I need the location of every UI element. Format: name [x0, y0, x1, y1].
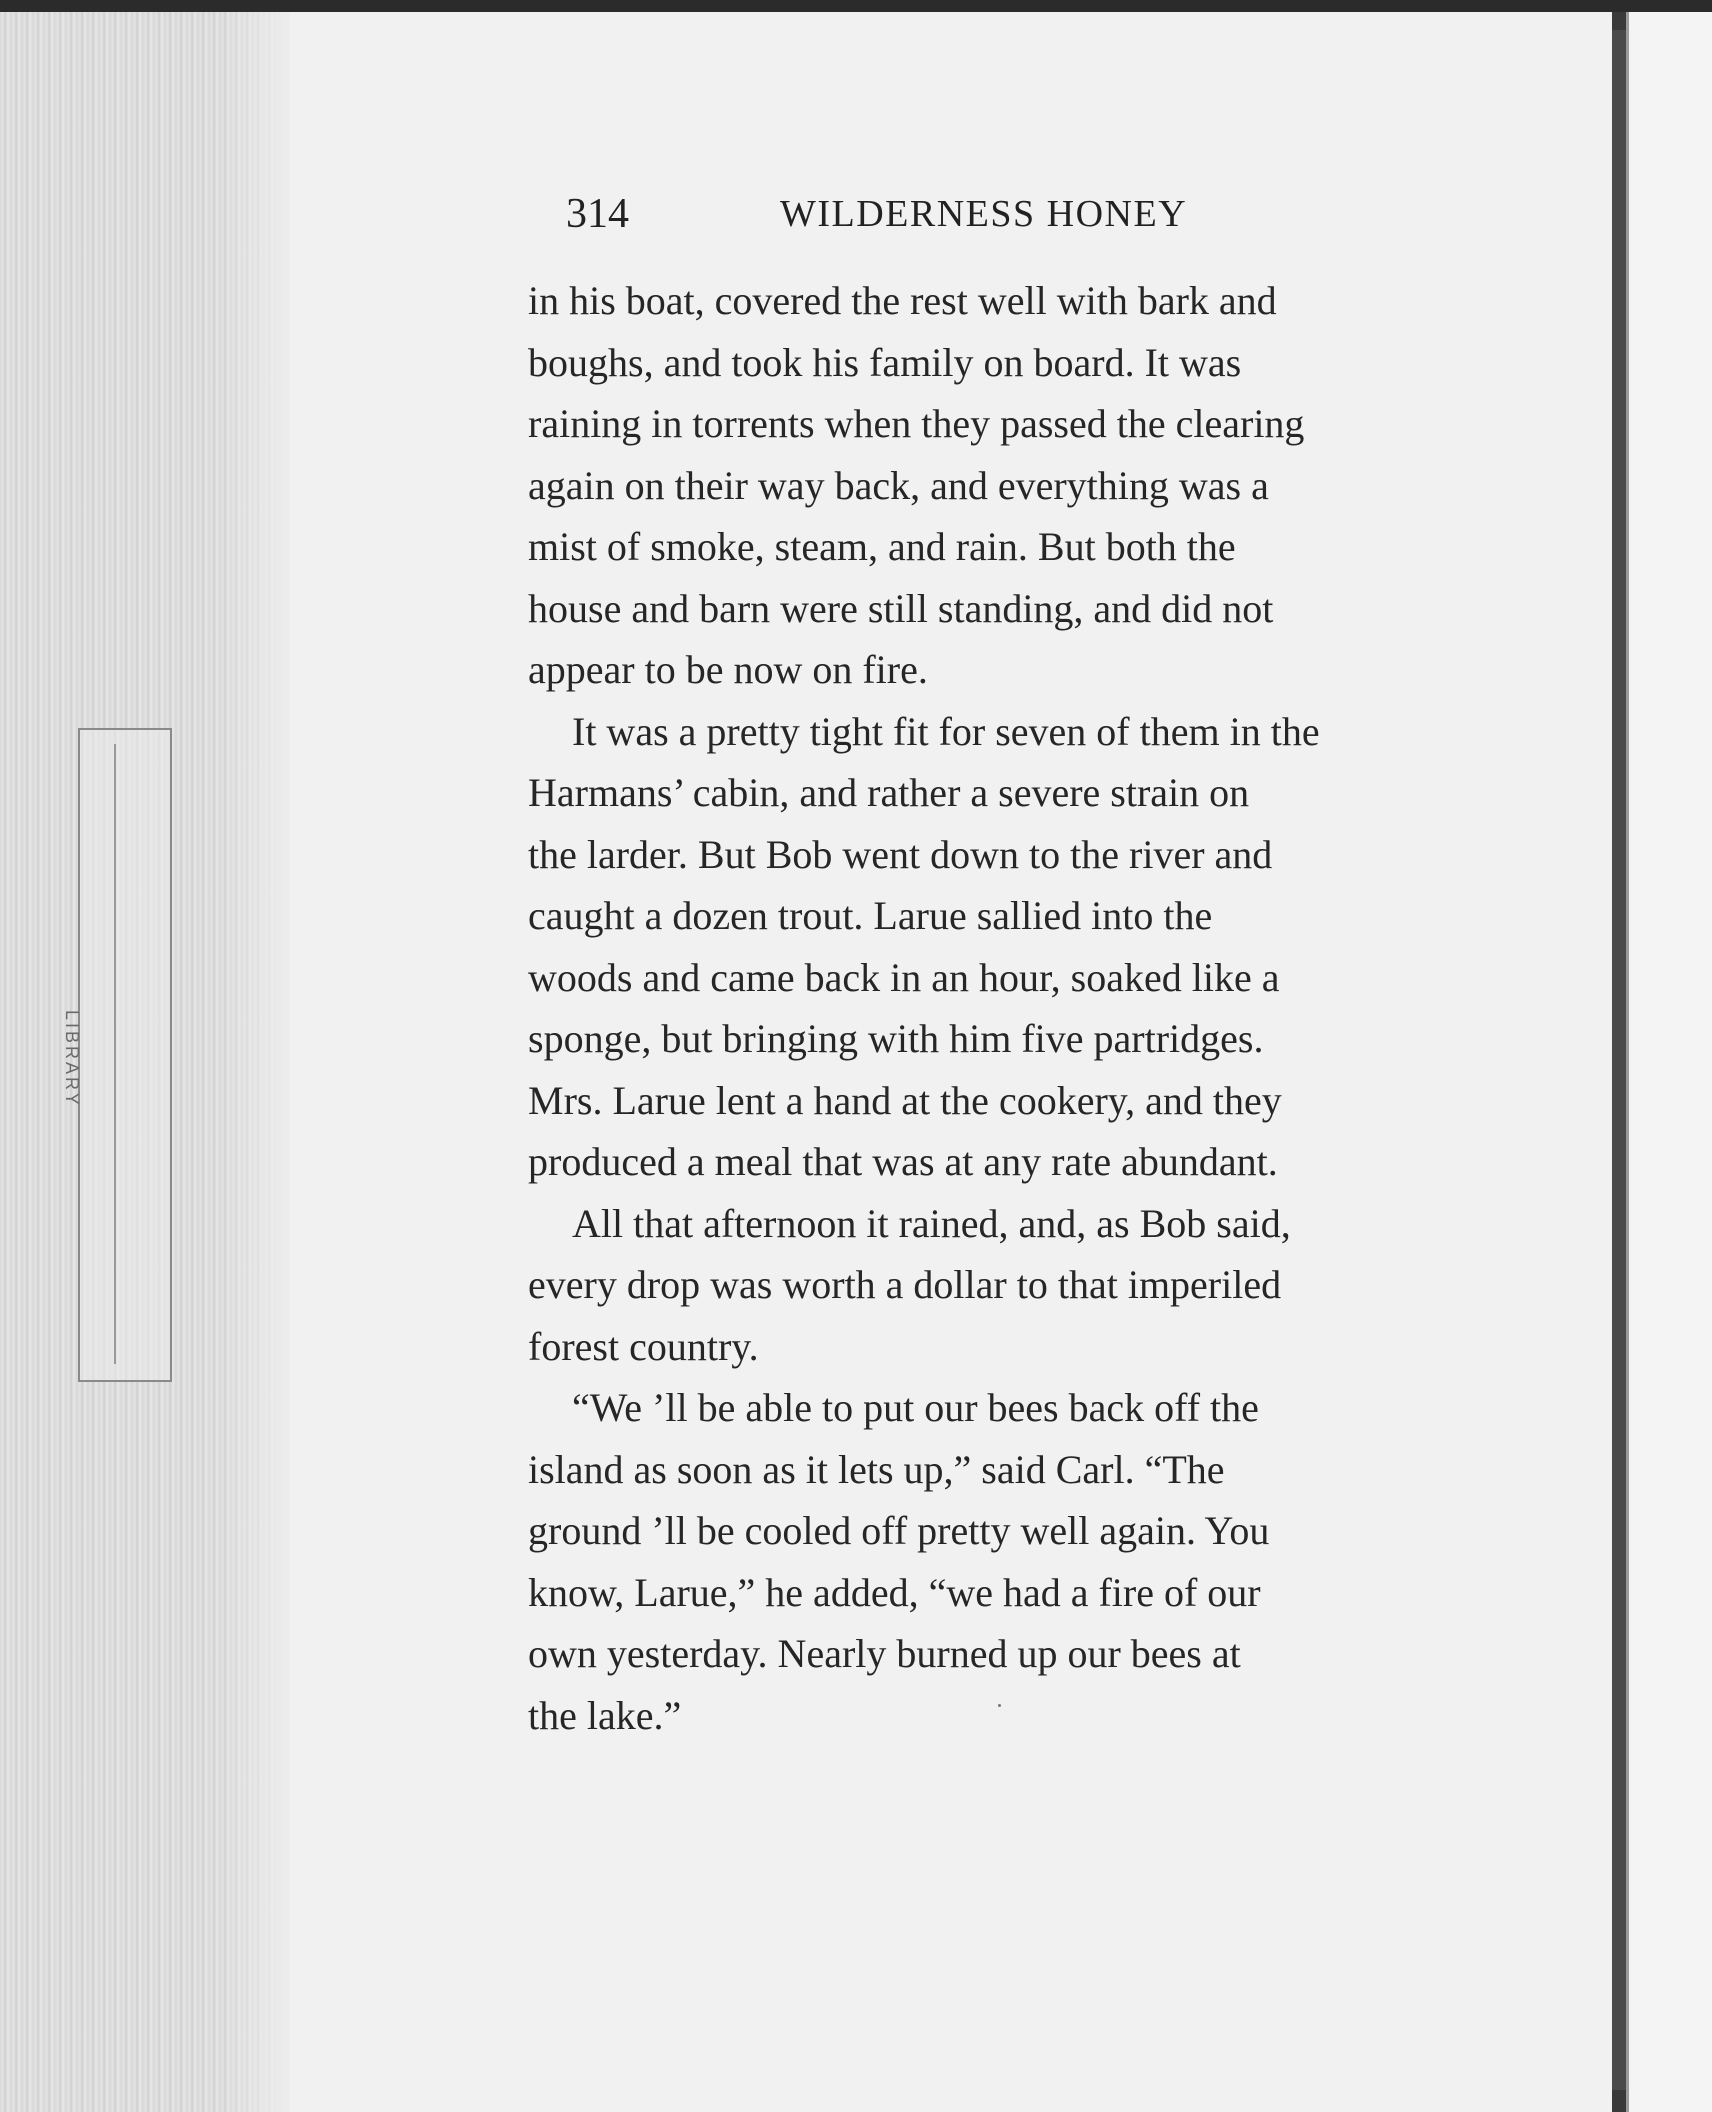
text-line: caught a dozen trout. Larue sallied into the — [528, 893, 1213, 938]
facing-page-edge — [1626, 12, 1712, 2112]
page-number: 314 — [566, 191, 629, 237]
page-edge-shading — [220, 12, 290, 2112]
paragraph — [528, 701, 1492, 1193]
text-line: ground ’ll be cooled off pretty well again. You — [528, 1508, 1270, 1553]
text-line: produced a meal that was at any rate abundant. — [528, 1139, 1278, 1184]
library-bookplate-label — [78, 728, 172, 1382]
text-line: mist of smoke, steam, and rain. But both the — [528, 524, 1236, 569]
text-line: house and barn were still standing, and did not — [528, 585, 1274, 631]
text-line: raining in torrents when they passed the clearing — [528, 401, 1305, 446]
text-line: again on their way back, and everything was a — [528, 462, 1269, 508]
text-line: know, Larue,” he added, “we had a fire of our — [528, 1569, 1261, 1615]
text-line: in his boat, covered the rest well with bark and — [528, 278, 1277, 323]
paper-speck — [998, 1704, 1001, 1707]
paragraph — [528, 1193, 1492, 1378]
scan-top-border — [0, 0, 1712, 12]
text-line: Harmans’ cabin, and rather a severe strain on — [528, 770, 1250, 815]
binding-shadow — [1612, 30, 1626, 2090]
text-line: It was a pretty tight fit for seven of them in the — [572, 708, 1320, 754]
text-line: All that afternoon it rained, and, as Bob said, — [572, 1200, 1291, 1246]
text-line: boughs, and took his family on board. It was — [528, 339, 1242, 385]
text-line: the lake.” — [528, 1692, 682, 1738]
running-title: WILDERNESS HONEY — [780, 193, 1188, 235]
text-line: island as soon as it lets up,” said Carl. “The — [528, 1446, 1225, 1492]
text-line: every drop was worth a dollar to that imperiled — [528, 1262, 1282, 1307]
bookplate-inner-border — [114, 744, 166, 1364]
text-line: sponge, but bringing with him five partridges. — [528, 1016, 1264, 1061]
text-line: woods and came back in an hour, soaked like a — [528, 954, 1280, 1000]
text-line: own yesterday. Nearly burned up our bees at — [528, 1631, 1241, 1676]
paragraph — [528, 1377, 1492, 1746]
text-line: appear to be now on fire. — [528, 647, 928, 692]
text-line: “We ’ll be able to put our bees back off the — [572, 1385, 1259, 1430]
paragraph — [528, 270, 1492, 701]
text-line: the larder. But Bob went down to the river and — [528, 831, 1273, 877]
text-line: Mrs. Larue lent a hand at the cookery, and they — [528, 1077, 1282, 1123]
library-label-text: LIBRARY — [62, 1010, 82, 1108]
text-line: forest country. — [528, 1323, 759, 1369]
running-header — [566, 190, 1282, 246]
page-body-text — [528, 270, 1492, 1746]
